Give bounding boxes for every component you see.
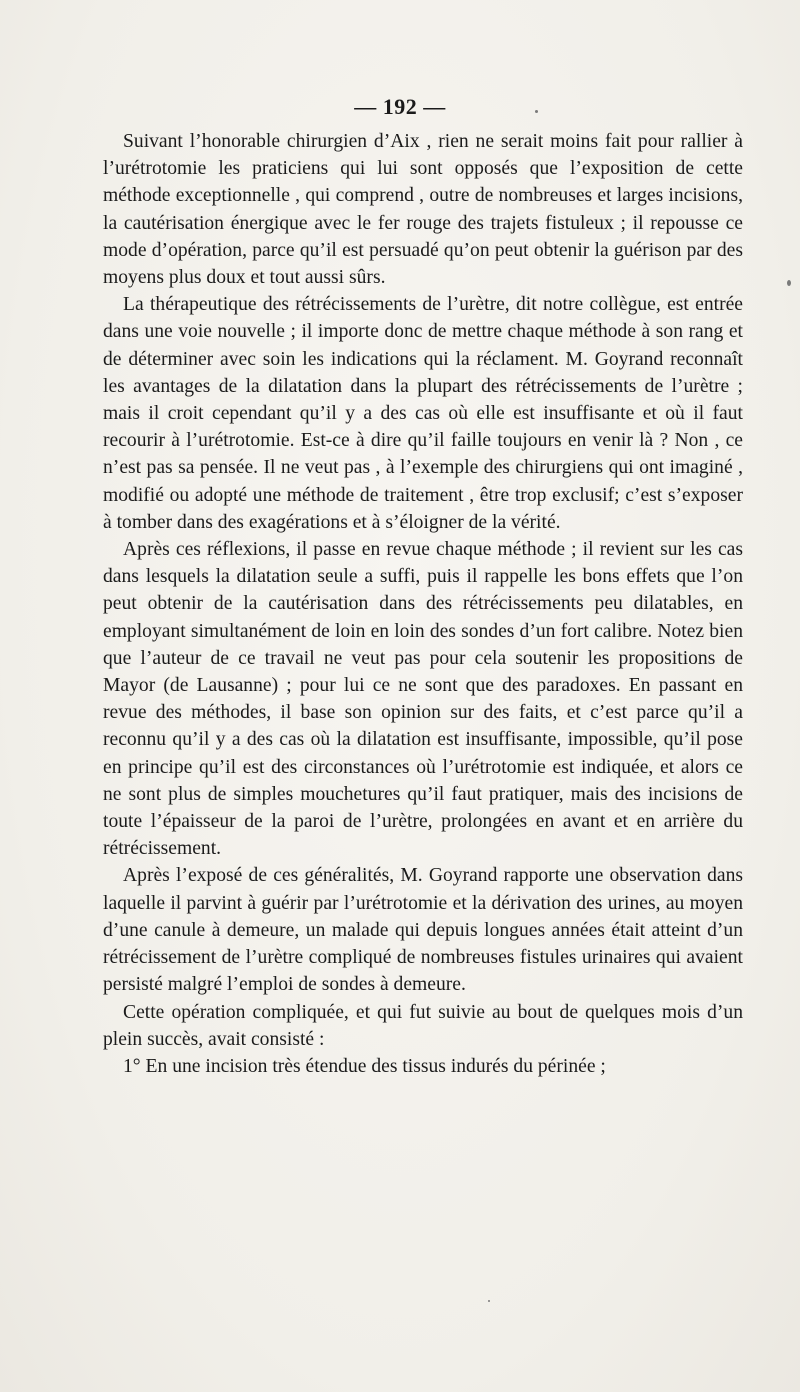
print-speck [535, 110, 538, 113]
paragraph-6: 1° En une incision très étendue des tissus indurés du périnée ; [123, 1055, 606, 1077]
paragraph-1: Suivant l’honorable chirurgien d’Aix , rien ne serait moins fait pour rallier à l’urétrotomie les praticiens qui lui sont opposés que l’exposition de cette méthode exceptionnelle , qui comprend , outre de nombreuses et larges incisions, la cautérisation énergique avec le fer rouge des trajets fistuleux ; il repousse ce mode d’opération, parce qu’il est persuadé qu’on peut obtenir la guérison par des moyens plus doux et tout aussi sûrs. [103, 131, 743, 289]
paragraph-4: Après l’exposé de ces généralités, M. Goyrand rapporte une observation dans laquelle il parvint à guérir par l’urétrotomie et la dérivation des urines, au moyen d’une canule à demeure, un malade qui depuis longues années était atteint d’un rétrécissement de l’urètre compliqué de nombreuses fistules urinaires qui avaient persisté malgré l’emploi de sondes à demeure. [103, 865, 743, 996]
page-number: — 192 — [354, 94, 446, 119]
body-text [103, 128, 743, 1080]
paragraph-3: Après ces réflexions, il passe en revue chaque méthode ; il revient sur les cas dans lesquels la dilatation seule a suffi, puis il rappelle les bons effets que l’on peut obtenir de la cautérisation dans des rétrécissements peu dilatables, en employant simultanément de loin en loin des sondes d’un fort calibre. Notez bien que l’auteur de ce travail ne veut pas pour cela soutenir les propositions de Mayor (de Lausanne) ; pour lui ce ne sont que des paradoxes. En passant en revue des méthodes, il base son opinion sur des faits, et c’est parce qu’il a reconnu qu’il y a des cas où la dilatation est insuffisante, impossible, qu’il pose en principe qu’il est des circonstances où l’urétrotomie est indiquée, et alors ce ne sont plus de simples mouchetures qu’il faut pratiquer, mais des incisions de toute l’épaisseur de la paroi de l’urètre, prolongées en avant et en arrière du rétrécissement. [103, 539, 743, 860]
print-speck [488, 1300, 490, 1302]
paragraph-5: Cette opération compliquée, et qui fut suivie au bout de quelques mois d’un plein succès, avait consisté : [103, 1001, 743, 1050]
print-speck [787, 280, 791, 286]
paragraph-2: La thérapeutique des rétrécissements de l’urètre, dit notre collègue, est entrée dans une voie nouvelle ; il importe donc de mettre chaque méthode à son rang et de déterminer avec soin les indications qui la réclament. M. Goyrand reconnaît les avantages de la dilatation dans la plupart des rétrécissements de l’urètre ; mais il croit cependant qu’il y a des cas où elle est insuffisante et où il faut recourir à l’urétrotomie. Est-ce à dire qu’il faille toujours en venir là ? Non , ce n’est pas sa pensée. Il ne veut pas , à l’exemple des chirurgiens qui ont imaginé , modifié ou adopté une méthode de traitement , être trop exclusif; c’est s’exposer à tomber dans des exagérations et à s’éloigner de la vérité. [103, 294, 743, 533]
